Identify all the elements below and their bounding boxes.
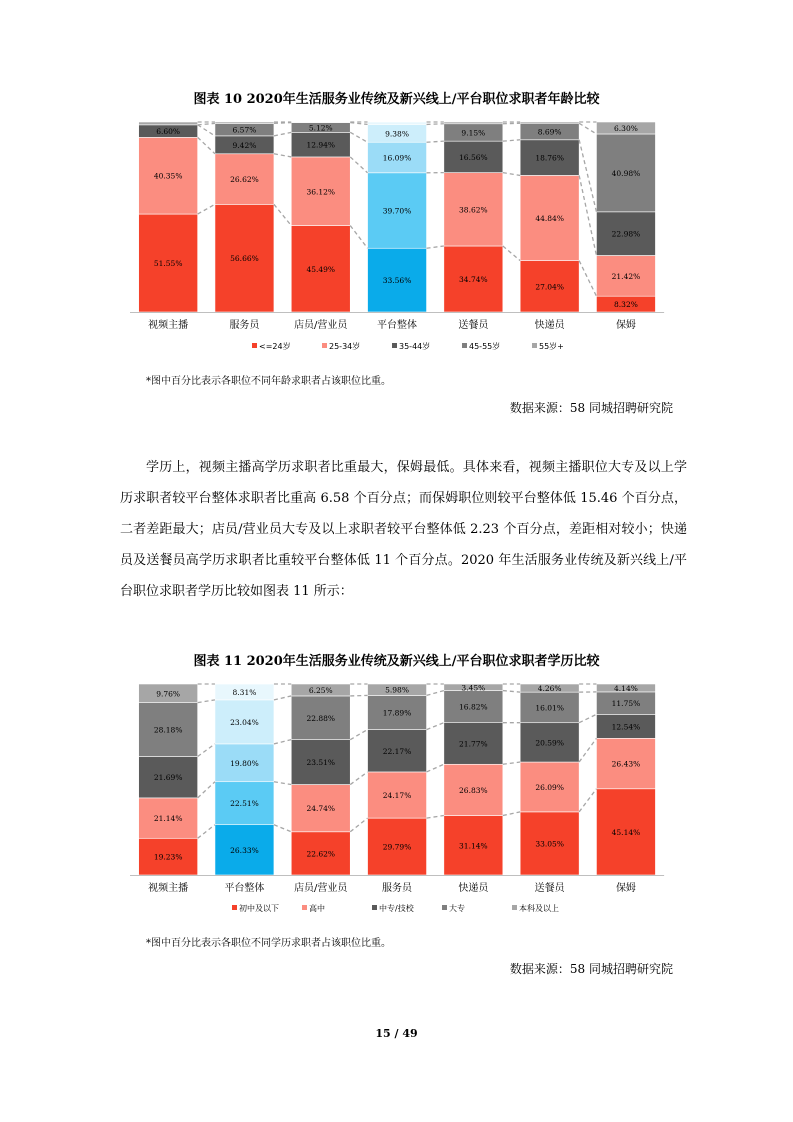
legend-label: 大专	[449, 904, 465, 913]
chart2-source: 数据来源：58 同城招聘研究院	[509, 962, 673, 976]
data-label: 24.17%	[382, 791, 412, 801]
legend-label: 高中	[309, 904, 325, 913]
chart2-note: *图中百分比表示各职位不同学历求职者占该职位比重。	[146, 938, 391, 949]
data-label: 9.76%	[156, 689, 181, 699]
data-label: 5.98%	[385, 685, 409, 695]
connector-line	[198, 744, 215, 757]
legend-swatch	[512, 905, 517, 910]
data-label: 6.57%	[232, 125, 257, 135]
data-label: 19.23%	[153, 852, 183, 862]
legend-label: 初中及以下	[239, 904, 279, 913]
data-label: 6.60%	[156, 127, 181, 137]
data-label: 22.62%	[306, 849, 336, 859]
data-label: 26.43%	[611, 759, 641, 769]
chart1-note: *图中百分比表示各职位不同年龄求职者占该职位比重。	[146, 376, 391, 387]
data-label: 45.49%	[306, 264, 336, 274]
data-label: 26.83%	[459, 785, 488, 795]
data-label: 18.76%	[535, 153, 564, 163]
data-label: 16.09%	[382, 153, 412, 163]
category-label: 保姆	[615, 883, 636, 894]
connector-line	[427, 691, 444, 696]
category-label: 视频主播	[148, 320, 189, 331]
legend-swatch	[302, 905, 307, 910]
connector-line	[350, 695, 367, 696]
data-label: 9.42%	[232, 140, 257, 150]
data-label: 6.30%	[614, 123, 638, 133]
category-label: 服务员	[229, 320, 260, 331]
legend-label: 35-44岁	[399, 342, 431, 351]
legend-label: 25-34岁	[329, 342, 361, 351]
category-label: 视频主播	[148, 883, 189, 894]
paragraph-text: 学历上，视频主播高学历求职者比重最大，保姆最低。具体来看，视频主播职位大专及以上学历求职者较平台整体求职者比重高 6.58 个百分点；而保姆职位则较平台整体低 15.46 个百分点，二者差距最大；店员/营业员大专及以上求职者较平台整体低 2.23 个百分点，差距相对较小；快递员及送餐员高学历求职者比重较平台整体低 11 个百分点。2020 年生活服务业传统及新兴线上/平台职位求职者学历比较如图表 11 所示：	[120, 460, 687, 599]
category-label: 店员/营业员	[294, 320, 348, 331]
data-label: 9.15%	[461, 128, 486, 138]
data-label: 11.75%	[611, 699, 641, 709]
connector-line	[503, 812, 520, 816]
connector-line	[198, 700, 215, 703]
data-label: 21.69%	[153, 773, 183, 783]
connector-line	[350, 730, 367, 740]
chart1-source: 数据来源：58 同城招聘研究院	[509, 401, 673, 415]
connector-line	[427, 816, 444, 819]
chart1-title: 图表 10 2020年生活服务业传统及新兴线上/平台职位求职者年龄比较	[193, 92, 600, 107]
data-label: 12.54%	[611, 722, 641, 732]
data-label: 16.82%	[459, 702, 488, 712]
legend-swatch	[372, 905, 377, 910]
category-label: 保姆	[615, 320, 636, 331]
legend-label: 55岁+	[539, 342, 564, 351]
data-label: 39.70%	[382, 206, 412, 216]
data-label: 23.51%	[306, 758, 336, 768]
data-label: 24.74%	[306, 804, 336, 814]
data-label: 51.55%	[153, 259, 183, 269]
data-label: 23.04%	[230, 717, 259, 727]
legend-swatch	[232, 905, 237, 910]
data-label: 22.17%	[382, 746, 412, 756]
data-label: 28.18%	[153, 725, 183, 735]
connector-line	[427, 764, 444, 772]
data-label: 12.94%	[306, 140, 336, 150]
category-label: 送餐员	[534, 883, 565, 894]
data-label: 26.33%	[230, 845, 259, 855]
category-label: 快递员	[534, 320, 565, 331]
connector-line	[274, 740, 291, 744]
data-label: 20.59%	[535, 738, 564, 748]
connector-line	[198, 825, 215, 839]
data-label: 5.12%	[308, 123, 333, 133]
data-label: 4.14%	[614, 683, 638, 693]
connector-line	[579, 789, 596, 812]
data-label: 36.12%	[306, 187, 336, 197]
page-number: 15 / 49	[375, 1027, 418, 1040]
data-label: 21.77%	[459, 739, 488, 749]
category-label: 送餐员	[458, 320, 489, 331]
connector-line	[198, 782, 215, 798]
data-label: 40.98%	[611, 168, 641, 178]
data-label: 9.38%	[385, 129, 409, 139]
connector-line	[350, 772, 367, 785]
connector-line	[274, 825, 291, 832]
data-label: 4.26%	[537, 684, 562, 694]
connector-line	[274, 782, 291, 785]
category-label: 服务员	[382, 883, 413, 894]
data-label: 21.14%	[153, 814, 183, 824]
data-label: 22.88%	[306, 713, 336, 723]
data-label: 26.09%	[535, 782, 564, 792]
data-label: 8.69%	[537, 127, 562, 137]
category-label: 平台整体	[224, 883, 265, 894]
legend-label: 45-55岁	[469, 342, 501, 351]
data-label: 33.05%	[535, 839, 564, 849]
category-label: 快递员	[458, 883, 489, 894]
data-label: 26.62%	[230, 175, 259, 185]
data-label: 34.74%	[459, 274, 488, 284]
data-label: 21.42%	[611, 271, 641, 281]
category-label: 平台整体	[377, 320, 418, 331]
data-label: 16.01%	[535, 703, 564, 713]
connector-line	[350, 818, 367, 832]
data-label: 8.32%	[614, 300, 638, 310]
data-label: 22.51%	[230, 799, 259, 809]
legend-label: <=24岁	[259, 342, 291, 351]
data-label: 31.14%	[459, 841, 488, 851]
data-label: 19.80%	[230, 758, 259, 768]
data-label: 44.84%	[535, 214, 564, 224]
legend-label: 中专/技校	[379, 904, 414, 913]
data-label: 33.56%	[382, 276, 412, 286]
data-label: 56.66%	[230, 254, 259, 264]
data-label: 29.79%	[382, 842, 412, 852]
data-label: 38.62%	[459, 205, 488, 215]
connector-line	[427, 723, 444, 730]
data-label: 16.56%	[459, 152, 488, 162]
connector-line	[579, 738, 596, 762]
connector-line	[503, 762, 520, 764]
data-label: 8.31%	[232, 687, 257, 697]
data-label: 17.89%	[382, 708, 412, 718]
data-label: 22.98%	[611, 229, 641, 239]
chart2-title: 图表 11 2020年生活服务业传统及新兴线上/平台职位求职者学历比较	[193, 654, 600, 669]
connector-line	[503, 691, 520, 693]
data-label: 6.25%	[308, 685, 333, 695]
data-label: 40.35%	[153, 171, 183, 181]
connector-line	[274, 696, 291, 700]
connector-line	[579, 714, 596, 722]
data-label: 27.04%	[535, 282, 564, 292]
legend-label: 本科及以上	[519, 904, 559, 913]
data-label: 3.45%	[461, 683, 486, 693]
legend-swatch	[442, 905, 447, 910]
category-label: 店员/营业员	[294, 883, 348, 894]
data-label: 45.14%	[611, 827, 641, 837]
